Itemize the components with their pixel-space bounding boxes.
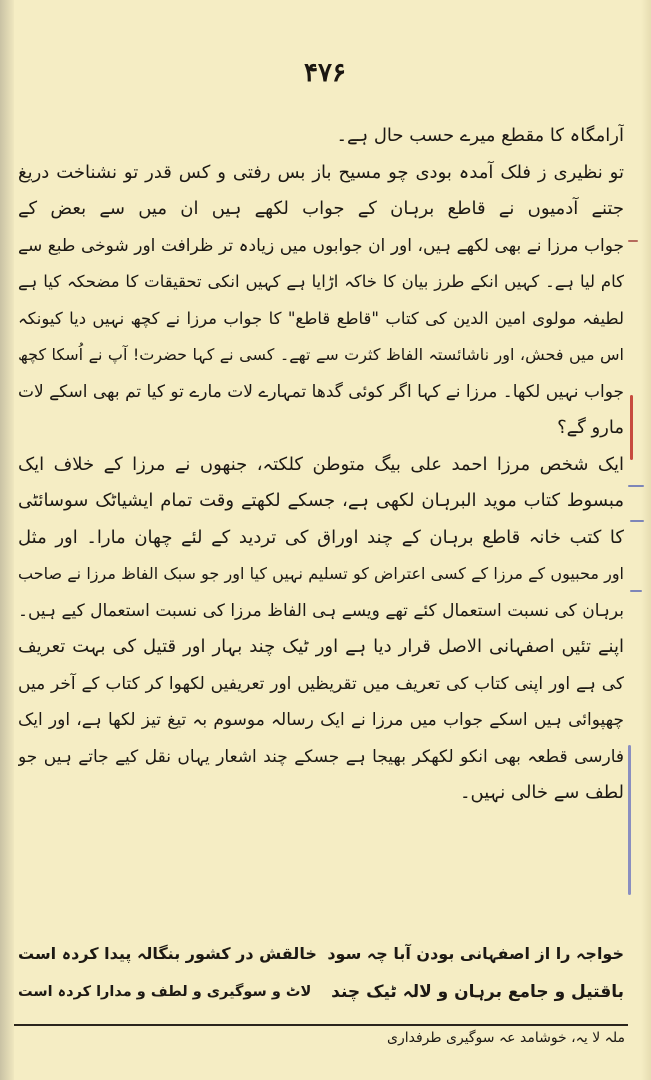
text-line: مارو گے؟	[557, 417, 624, 438]
text-line-latifa: لطیفہ مولوی امین الدین کی کتاب "قاطع قاطع" کا جواب مرزا نے کچھ نہیں دیا کیونکہ	[18, 308, 624, 328]
verse-first-hemistich: خواجہ را از اصفہانی بودن آبا چہ سود	[327, 944, 624, 963]
text-line: کی ہے اور اپنی کتاب کی تعریف میں تقریظیں اور تعریفیں لکھوا کر کتاب کے آخر میں	[18, 673, 624, 694]
main-text	[18, 118, 624, 812]
text-line: ایک شخص مرزا احمد علی بیگ متوطن کلکتہ، جنھوں نے مرزا کے خلاف ایک	[18, 453, 624, 475]
text-line: کا کتب خانہ قاطع برہان کے چند اوراق کی تردید کے لئے چھان مارا۔ اور مثل	[18, 526, 624, 548]
margin-ink-mark	[628, 240, 638, 242]
text-line: چھپوائی ہیں اسکے جواب میں مرزا نے ایک رسالہ موسوم بہ تیغ تیز لکھا ہے، اور ایک	[18, 710, 624, 730]
page-number: ۴۷۶	[304, 58, 346, 88]
margin-ink-mark	[628, 485, 644, 487]
verse-line: تو نظیری ز فلک آمدہ بودی چو مسیح باز بس رفتی و کس قدر تو نشناخت دریغ	[18, 161, 624, 183]
text-line: مبسوط کتاب موید البرہان لکھی ہے، جسکے لکھتے وقت تمام ایشیاٹک سوسائٹی	[18, 490, 624, 511]
persian-verses	[18, 935, 624, 1011]
page-binding-edge	[0, 0, 14, 1080]
margin-ink-mark	[630, 590, 642, 592]
verse-couplet	[18, 973, 624, 1011]
text-line: آرامگاہ کا مقطع میرے حسب حال ہے۔	[336, 125, 624, 146]
verse-second-hemistich: لاٹ و سوگیری و لطف و مدارا کردہ است	[18, 984, 312, 1000]
page-outer-edge	[641, 0, 651, 1080]
text-line: جواب مرزا نے بھی لکھے ہیں، اور ان جوابوں میں زیادہ تر ظرافت اور شوخی طبع سے	[18, 235, 624, 256]
footnote: ملہ لا یہ، خوشامد عہ سوگیری طرفداری	[387, 1030, 625, 1046]
text-line: لطف سے خالی نہیں۔	[459, 782, 624, 803]
margin-ink-mark	[630, 395, 633, 460]
text-line: جتنے آدمیوں نے قاطع برہان کے جواب لکھے ہیں ان میں سے بعض کے	[18, 198, 624, 219]
verse-first-hemistich: باقتیل و جامع برہان و لالہ ٹیک چند	[331, 982, 624, 1002]
text-line: جواب نہیں لکھا۔ مرزا نے کہا اگر کوئی گدھا تمہارے لات مارے تو کیا تم بھی اسکے لات	[18, 381, 624, 402]
text-line: فارسی قطعہ بھی انکو لکھکر بھیجا ہے جسکے چند اشعار یہاں نقل کیے جاتے ہیں جو	[18, 746, 624, 767]
text-line: اپنے تئیں اصفہانی الاصل قرار دیا ہے اور ٹیک چند بہار اور قتیل کی بہت تعریف	[18, 636, 624, 657]
text-line: برہان کی نسبت استعمال کئے تھے ویسے ہی الفاظ مرزا کی نسبت استعمال کیے ہیں۔	[18, 600, 624, 621]
text-line: اس میں فحش، اور ناشائستہ الفاظ کثرت سے تھے۔ کسی نے کہا حضرت! آپ نے اُسکا کچھ	[18, 345, 624, 364]
text-line: اور محبیوں کے مرزا کے کسی اعتراض کو تسلیم نہیں کیا اور جو سبک الفاظ مرزا نے صاحب	[18, 564, 624, 583]
footnote-divider	[14, 1024, 628, 1026]
margin-ink-mark	[630, 520, 644, 522]
verse-second-hemistich: خالقش در کشور بنگالہ پیدا کردہ است	[18, 944, 317, 963]
text-line: کام لیا ہے۔ کہیں انکے طرز بیان کا خاکہ اڑایا ہے کہیں انکی تحقیقات کا مضحکہ کیا ہے	[18, 272, 624, 291]
margin-ink-mark	[628, 745, 631, 895]
verse-couplet	[18, 935, 624, 973]
